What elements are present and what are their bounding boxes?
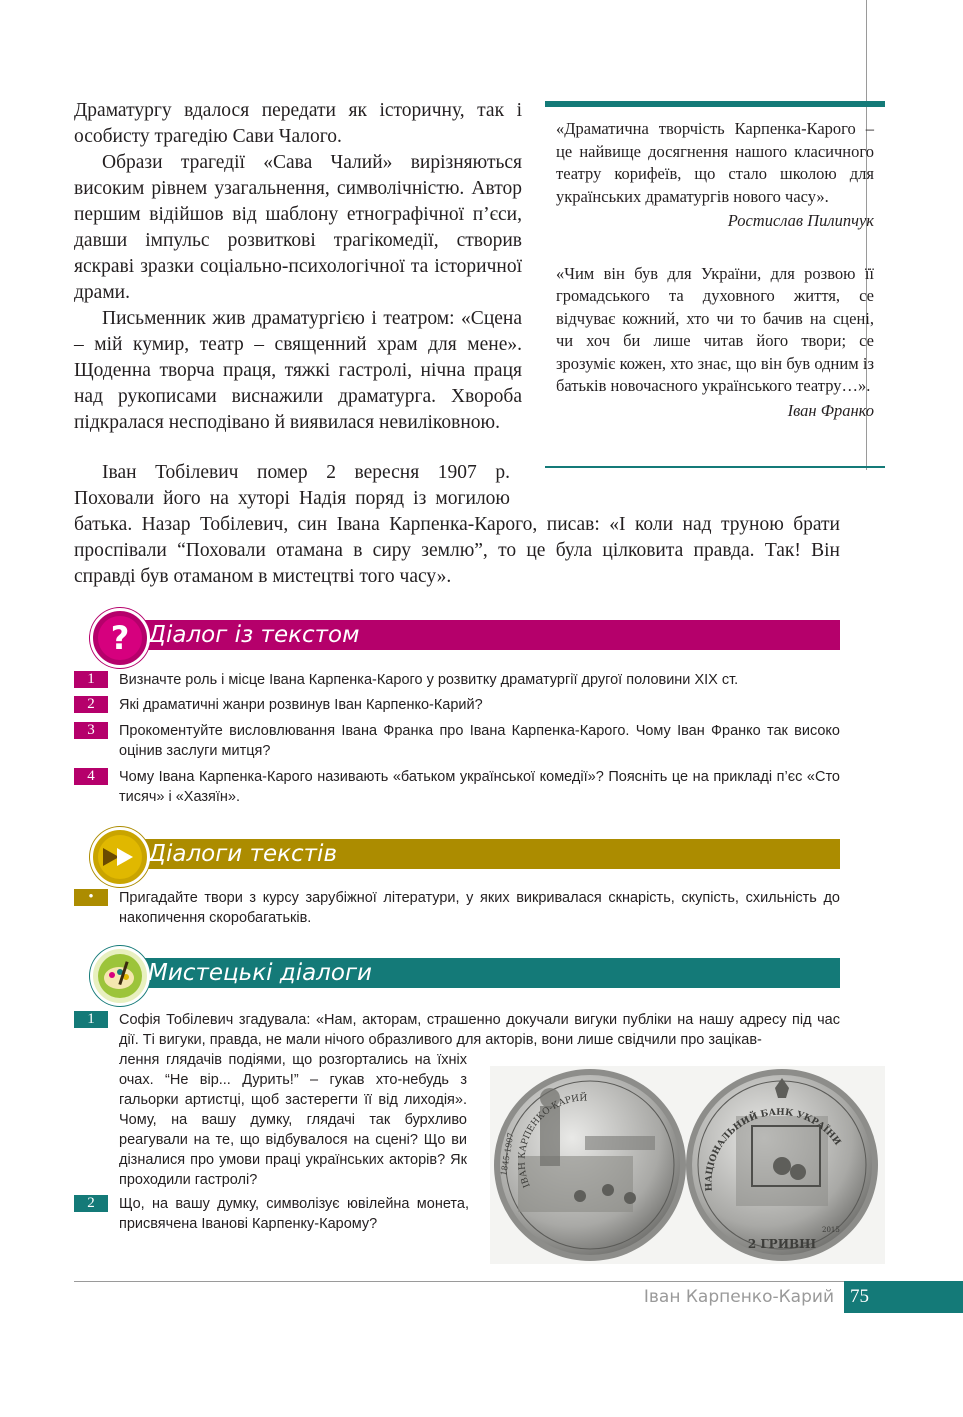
question-text: Які драматичні жанри розвинув Іван Карпенко-Карий? — [119, 697, 483, 713]
question-text-continued: лення глядачів подіями, що розгортались на їхніх очах. “Не вір... Дурить!” – гукав хто-небудь з гальорки артистці, щоб застерегти її від лиходія». Чому, на вашу думку, глядачі так бурхливо реагували на те, що відбувалося на сцені? Що ви дізналися про умови праці українських акторів? Як проходили гастролі? — [119, 1052, 467, 1188]
coin-right-year: 2015 — [822, 1226, 840, 1234]
main-text-column — [74, 98, 522, 436]
paragraph-3: Письменник жив драматургією і театром: «Сцена – мій кумир, театр – священний храм для мене». Щоденна творча праця, тяжкі гастролі, нічна праця над рукописами виснажили драматурга. Хвороба підкралася несподівано й виявилася невиліковною. — [74, 308, 522, 433]
question-text: Визначте роль і місце Івана Карпенка-Карого у розвитку драматургії другої половини XIX ст. — [119, 672, 739, 688]
main-text-full — [74, 460, 840, 590]
palette-icon — [90, 946, 150, 1006]
quote-1-author: Ростислав Пилипчук — [727, 211, 874, 230]
section-dialog-text-title: Діалог із текстом — [148, 622, 360, 648]
question-bullet: • — [74, 889, 108, 906]
coin-right-legend: НАЦІОНАЛЬНИЙ БАНК УКРАЇНИ — [704, 1107, 843, 1192]
question-text: Пригадайте твори з курсу зарубіжної літератури, у яких викривалася скнарість, скупість, схильність до накопичення скоробагатьків. — [119, 890, 840, 926]
arrows-icon — [90, 827, 150, 887]
question-text: Чому Івана Карпенка-Карого називають «батьком української комедії»? Поясніть це на прикладі п’єс «Сто тисяч» і «Хазяїн». — [119, 769, 840, 805]
section-art-dialogs-title: Мистецькі діалоги — [148, 960, 372, 986]
quote-1-text: «Драматична творчість Карпенка-Карого – це найвище досягнення нашого класичного театру корифеїв, що стало школою для українських драматургів нового часу». — [556, 119, 874, 206]
coin-image — [490, 1066, 885, 1264]
question-text: Що, на вашу думку, символізує ювілейна монета, присвячена Іванові Карпенку-Карому? — [119, 1196, 469, 1232]
question-text: Прокоментуйте висловлювання Івана Франка про Івана Карпенка-Карого. Чому Іван Франко так високо оцінив заслуги митця? — [119, 723, 840, 759]
paragraph-4: Іван Тобілевич помер 2 вересня 1907 р. Поховали його на хуторі Надія поряд із могилою батька. Назар Тобілевич, син Івана Карпенка-Карого, писав: «І коли над труною брати проспівали “Поховали отамана в сиру землю”, то це була цілковита правда. Так! Він справді був отаманом в мистецтві того часу». — [74, 462, 840, 587]
footer-rule — [74, 1281, 874, 1282]
quote-box-top-rule — [545, 101, 885, 107]
paragraph-2: Образи трагедії «Сава Чалий» вирізняються високим рівнем узагальнення, символічністю. Автор першим відійшов від шаблону етнографічної п’єси, давши імпульс розвиткові трагікомедії, створив яскраві зразки соціально-психологічної та історичної драми. — [74, 152, 522, 303]
question-number: 2 — [74, 696, 108, 713]
coin-left-years: 1845-1907 — [499, 1132, 516, 1177]
coin-right-denomination: 2 ГРИВНІ — [747, 1237, 817, 1251]
paragraph-1: Драматургу вдалося передати як історичну, так і особисту трагедію Сави Чалого. — [74, 100, 522, 147]
coin-left-legend: ІВАН КАРПЕНКО-КАРИЙ — [517, 1093, 588, 1189]
page-number: 75 — [844, 1281, 963, 1313]
question-text: Софія Тобілевич згадувала: «Нам, акторам, страшенно докучали вигуки публіки на нашу адресу під час дії. Ті вигуки, правда, не мали нічого образливого для акторів, вони лише свідчили про зацікав- — [119, 1012, 840, 1048]
question-number: 1 — [74, 671, 108, 688]
quote-2-author: Іван Франко — [787, 400, 874, 420]
question-number: 1 — [74, 1011, 108, 1028]
question-number: 4 — [74, 768, 108, 785]
question-mark-icon — [90, 608, 150, 668]
quote-2-text: «Чим він був для України, для розвою її громадського та духовного життя, се відчуває кожний, хто чи то бачив на сцені, чи хоч би лише читав його твори; се зрозуміє кожен, хто знає, що він був одним із батьків новочасного українського театру…». — [556, 263, 874, 395]
footer-title: Іван Карпенко-Карий — [643, 1287, 834, 1307]
section-dialog-texts-title: Діалоги текстів — [148, 841, 337, 867]
question-number: 2 — [74, 1195, 108, 1212]
question-number: 3 — [74, 722, 108, 739]
quote-box — [556, 118, 874, 422]
svg-text:?: ? — [110, 619, 130, 657]
